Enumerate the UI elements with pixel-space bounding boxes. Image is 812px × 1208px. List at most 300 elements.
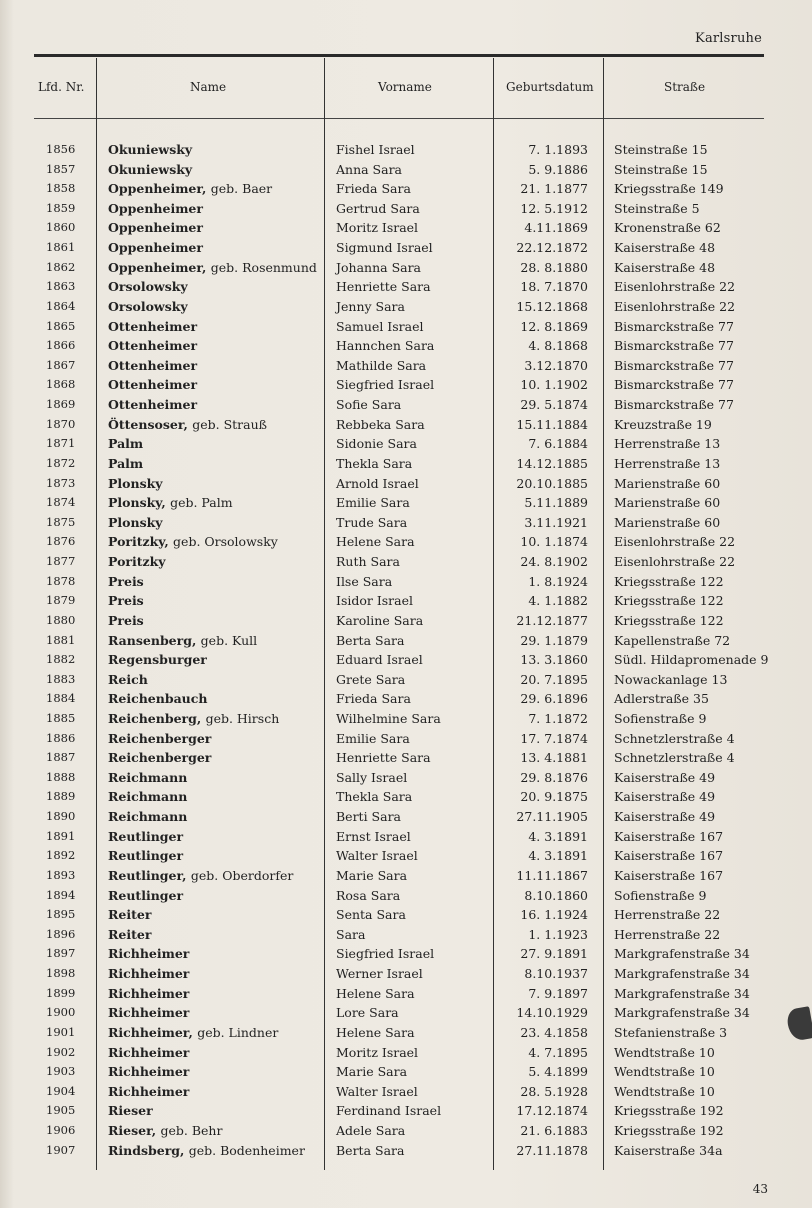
street-address: Kreuzstraße 19 <box>614 416 712 432</box>
birth-date: 21. 6.1883 <box>520 1123 588 1138</box>
entry-number: 1877 <box>46 554 76 569</box>
table-row <box>0 986 812 1006</box>
table-row <box>0 888 812 908</box>
surname: Okuniewsky <box>108 142 193 157</box>
surname: Preis <box>108 612 144 628</box>
street-address: Steinstraße 15 <box>614 142 708 157</box>
table-row <box>0 181 812 201</box>
given-names: Henriette Sara <box>336 279 431 295</box>
street-address: Markgrafenstraße 34 <box>614 966 750 982</box>
entry-name <box>108 1103 153 1118</box>
surname: Palm <box>108 455 144 471</box>
given-names: Gertrud Sara <box>336 200 420 216</box>
surname: Rindsberg, <box>108 1142 185 1158</box>
street-address: Markgrafenstraße 34 <box>614 985 750 1001</box>
given-names: Rebbeka Sara <box>336 416 425 432</box>
birth-date: 12. 5.1912 <box>520 200 588 216</box>
street-address: Adlerstraße 35 <box>614 691 709 707</box>
street-address: Wendtstraße 10 <box>614 1083 715 1099</box>
table-row <box>0 691 812 711</box>
entry-number: 1878 <box>46 573 76 588</box>
entry-number: 1891 <box>46 828 76 843</box>
given-names: Ferdinand Israel <box>336 1103 442 1119</box>
given-names: Isidor Israel <box>336 593 414 609</box>
maiden-name: geb. Rosenmund <box>210 259 317 275</box>
entry-number: 1861 <box>46 240 76 255</box>
birth-date: 5. 4.1899 <box>528 1064 588 1080</box>
table-row <box>0 319 812 339</box>
street-address: Wendtstraße 10 <box>614 1064 715 1080</box>
entry-name <box>108 1005 189 1020</box>
surname: Richheimer, <box>108 1024 193 1040</box>
given-names: Henriette Sara <box>336 750 431 766</box>
street-address: Eisenlohrstraße 22 <box>614 554 736 570</box>
header-vorname: Vorname <box>378 80 432 94</box>
surname: Preis <box>108 573 144 589</box>
entry-name <box>108 319 197 334</box>
entry-number: 1864 <box>46 298 76 313</box>
given-names: Fishel Israel <box>336 142 415 157</box>
entry-number: 1872 <box>46 455 76 470</box>
street-address: Kaiserstraße 49 <box>614 789 716 805</box>
surname: Rieser <box>108 1103 153 1119</box>
table-row <box>0 220 812 240</box>
surname: Öttensoser, <box>108 416 188 432</box>
table-row <box>0 927 812 947</box>
entry-name <box>108 809 187 824</box>
given-names: Frieda Sara <box>336 691 411 707</box>
birth-date: 29. 8.1876 <box>520 769 588 785</box>
entry-name <box>108 731 211 746</box>
birth-date: 27.11.1905 <box>516 809 588 825</box>
entry-number: 1859 <box>46 200 76 215</box>
given-names: Mathilde Sara <box>336 357 427 373</box>
maiden-name: geb. Lindner <box>197 1024 279 1040</box>
table-row <box>0 279 812 299</box>
surname: Richheimer <box>108 985 190 1001</box>
entry-number: 1901 <box>46 1024 76 1039</box>
entry-name <box>108 240 203 255</box>
surname: Reutlinger <box>108 887 184 903</box>
entry-number: 1888 <box>46 769 76 784</box>
birth-date: 3.11.1921 <box>524 514 588 530</box>
street-address: Kaiserstraße 34a <box>614 1142 723 1158</box>
surname: Reutlinger <box>108 828 184 844</box>
birth-date: 20.10.1885 <box>516 475 588 491</box>
birth-date: 21. 1.1877 <box>520 181 588 197</box>
entry-name <box>108 613 144 628</box>
table-row <box>0 1123 812 1143</box>
entry-number: 1863 <box>46 279 76 294</box>
entry-name <box>108 162 192 177</box>
table-row <box>0 1025 812 1045</box>
surname: Ottenheimer <box>108 377 198 393</box>
entry-name <box>108 1143 305 1158</box>
given-names: Emilie Sara <box>336 495 410 511</box>
surname: Palm <box>108 436 144 452</box>
entry-name <box>108 397 197 412</box>
surname: Reichenberger <box>108 750 212 766</box>
table-row <box>0 672 812 692</box>
street-address: Südl. Hildapromenade 9 <box>614 652 769 668</box>
surname: Reichmann <box>108 809 188 825</box>
entry-name <box>108 142 192 157</box>
surname: Regensburger <box>108 652 207 668</box>
street-address: Schnetzlerstraße 4 <box>614 730 735 746</box>
entry-name <box>108 417 267 432</box>
entry-name <box>108 476 163 491</box>
street-address: Nowackanlage 13 <box>614 671 728 687</box>
table-row <box>0 848 812 868</box>
entry-name <box>108 260 317 275</box>
given-names: Emilie Sara <box>336 730 410 746</box>
street-address: Kaiserstraße 167 <box>614 828 724 844</box>
given-names: Thekla Sara <box>336 455 413 471</box>
surname: Orsolowsky <box>108 298 188 314</box>
street-address: Stefanienstraße 3 <box>614 1024 728 1040</box>
entry-number: 1887 <box>46 750 76 765</box>
table-row <box>0 770 812 790</box>
given-names: Sally Israel <box>336 769 408 785</box>
given-names: Thekla Sara <box>336 789 413 805</box>
given-names: Johanna Sara <box>336 259 422 275</box>
surname: Reutlinger <box>108 848 184 864</box>
table-row <box>0 142 812 162</box>
entry-number: 1860 <box>46 220 76 235</box>
entry-number: 1866 <box>46 338 76 353</box>
birth-date: 29. 1.1879 <box>520 632 588 648</box>
entry-number: 1905 <box>46 1103 76 1118</box>
entry-number: 1902 <box>46 1044 76 1059</box>
entry-number: 1883 <box>46 671 76 686</box>
birth-date: 7. 9.1897 <box>528 985 588 1001</box>
surname: Reiter <box>108 907 152 923</box>
surname: Oppenheimer, <box>108 259 207 275</box>
entry-name <box>108 927 151 942</box>
given-names: Marie Sara <box>336 867 408 883</box>
birth-date: 10. 1.1874 <box>520 534 588 550</box>
surname: Ottenheimer <box>108 397 198 413</box>
given-names: Ilse Sara <box>336 573 393 589</box>
table-row <box>0 397 812 417</box>
entry-number: 1858 <box>46 181 76 196</box>
entry-name <box>108 377 197 392</box>
street-address: Herrenstraße 22 <box>614 926 721 942</box>
header-date: Geburtsdatum <box>506 80 594 94</box>
birth-date: 4. 8.1868 <box>528 338 588 354</box>
table-row <box>0 417 812 437</box>
entry-number: 1898 <box>46 966 76 981</box>
table-row <box>0 652 812 672</box>
table-row <box>0 515 812 535</box>
entry-name <box>108 358 197 373</box>
entry-number: 1897 <box>46 946 76 961</box>
surname: Reichenberg, <box>108 710 202 726</box>
birth-date: 17.12.1874 <box>516 1103 588 1119</box>
birth-date: 4. 3.1891 <box>528 848 588 864</box>
birth-date: 5. 9.1886 <box>528 161 588 177</box>
surname: Reich <box>108 671 148 687</box>
entry-number: 1873 <box>46 475 76 490</box>
entry-name <box>108 201 203 216</box>
surname: Oppenheimer <box>108 220 203 236</box>
street-address: Bismarckstraße 77 <box>614 338 734 354</box>
entry-name <box>108 299 188 314</box>
birth-date: 5.11.1889 <box>524 495 588 511</box>
entry-number: 1871 <box>46 436 76 451</box>
table-row <box>0 966 812 986</box>
entry-number: 1892 <box>46 848 76 863</box>
given-names: Helene Sara <box>336 534 415 550</box>
street-address: Kriegsstraße 192 <box>614 1103 724 1119</box>
entry-name <box>108 750 211 765</box>
surname: Ottenheimer <box>108 318 198 334</box>
table-row <box>0 240 812 260</box>
entry-number: 1884 <box>46 691 76 706</box>
given-names: Arnold Israel <box>336 475 419 491</box>
given-names: Marie Sara <box>336 1064 408 1080</box>
table-row <box>0 358 812 378</box>
given-names: Berti Sara <box>336 809 401 825</box>
birth-date: 3.12.1870 <box>524 357 588 373</box>
entry-number: 1876 <box>46 534 76 549</box>
street-address: Herrenstraße 13 <box>614 455 721 471</box>
entry-name <box>108 711 279 726</box>
given-names: Eduard Israel <box>336 652 423 668</box>
maiden-name: geb. Bodenheimer <box>188 1142 305 1158</box>
street-address: Markgrafenstraße 34 <box>614 1005 750 1021</box>
birth-date: 12. 8.1869 <box>520 318 588 334</box>
table-row <box>0 1143 812 1163</box>
birth-date: 16. 1.1924 <box>520 907 588 923</box>
street-address: Kronenstraße 62 <box>614 220 721 236</box>
table-header <box>0 58 812 118</box>
given-names: Sidonie Sara <box>336 436 417 452</box>
entry-number: 1856 <box>46 142 76 156</box>
street-address: Marienstraße 60 <box>614 514 721 530</box>
table-row <box>0 534 812 554</box>
table-row <box>0 574 812 594</box>
entry-number: 1893 <box>46 867 76 882</box>
birth-date: 10. 1.1902 <box>520 377 588 393</box>
table-row <box>0 946 812 966</box>
entry-name <box>108 1045 189 1060</box>
entry-number: 1874 <box>46 495 76 510</box>
entry-number: 1889 <box>46 789 76 804</box>
given-names: Sofie Sara <box>336 397 402 413</box>
given-names: Ruth Sara <box>336 554 400 570</box>
birth-date: 20. 9.1875 <box>520 789 588 805</box>
surname: Reichenberger <box>108 730 212 746</box>
street-address: Steinstraße 5 <box>614 200 700 216</box>
entry-number: 1880 <box>46 612 76 627</box>
page-number: 43 <box>752 1182 768 1196</box>
birth-date: 11.11.1867 <box>516 867 588 883</box>
given-names: Trude Sara <box>336 514 408 530</box>
birth-date: 8.10.1860 <box>524 887 588 903</box>
entry-number: 1886 <box>46 730 76 745</box>
birth-date: 4.11.1869 <box>524 220 588 236</box>
street-address: Kaiserstraße 49 <box>614 809 716 825</box>
birth-date: 1. 1.1923 <box>528 926 588 942</box>
street-address: Eisenlohrstraße 22 <box>614 298 736 314</box>
birth-date: 27.11.1878 <box>516 1142 588 1158</box>
given-names: Werner Israel <box>336 966 423 982</box>
entry-name <box>108 534 278 549</box>
birth-date: 28. 8.1880 <box>520 259 588 275</box>
surname: Preis <box>108 593 144 609</box>
surname: Plonsky, <box>108 495 166 511</box>
table-row <box>0 750 812 770</box>
given-names: Wilhelmine Sara <box>336 710 441 726</box>
entry-number: 1896 <box>46 926 76 941</box>
street-address: Bismarckstraße 77 <box>614 377 734 393</box>
street-address: Wendtstraße 10 <box>614 1044 715 1060</box>
entry-number: 1895 <box>46 907 76 922</box>
entry-number: 1904 <box>46 1083 76 1098</box>
given-names: Helene Sara <box>336 985 415 1001</box>
table-row <box>0 495 812 515</box>
street-address: Bismarckstraße 77 <box>614 397 734 413</box>
entry-name <box>108 907 151 922</box>
street-address: Eisenlohrstraße 22 <box>614 534 736 550</box>
given-names: Hannchen Sara <box>336 338 435 354</box>
entry-number: 1870 <box>46 416 76 431</box>
maiden-name: geb. Behr <box>160 1123 223 1138</box>
table-row <box>0 456 812 476</box>
maiden-name: geb. Orsolowsky <box>173 534 278 550</box>
given-names: Moritz Israel <box>336 1044 419 1060</box>
given-names: Siegfried Israel <box>336 377 435 393</box>
entry-name <box>108 515 163 530</box>
birth-date: 22.12.1872 <box>516 240 588 256</box>
table-row <box>0 789 812 809</box>
street-address: Kaiserstraße 48 <box>614 259 716 275</box>
street-address: Eisenlohrstraße 22 <box>614 279 736 295</box>
entry-name <box>108 220 203 235</box>
birth-date: 7. 6.1884 <box>528 436 588 452</box>
surname: Richheimer <box>108 966 190 982</box>
entry-name <box>108 436 143 451</box>
entry-name <box>108 946 189 961</box>
entry-number: 1865 <box>46 318 76 333</box>
street-address: Kriegsstraße 192 <box>614 1123 724 1138</box>
table-row <box>0 436 812 456</box>
street-address: Steinstraße 15 <box>614 161 708 177</box>
street-address: Schnetzlerstraße 4 <box>614 750 735 766</box>
entry-name <box>108 1084 189 1099</box>
given-names: Samuel Israel <box>336 318 424 334</box>
table-row <box>0 1005 812 1025</box>
table-row <box>0 829 812 849</box>
given-names: Adele Sara <box>336 1123 406 1138</box>
birth-date: 23. 4.1858 <box>520 1024 588 1040</box>
surname: Plonsky <box>108 514 163 530</box>
entry-number: 1894 <box>46 887 76 902</box>
given-names: Berta Sara <box>336 1142 405 1158</box>
entry-name <box>108 495 233 510</box>
birth-date: 4. 1.1882 <box>528 593 588 609</box>
top-rule <box>34 54 764 57</box>
entry-name <box>108 789 187 804</box>
table-row <box>0 613 812 633</box>
surname: Poritzky <box>108 554 166 570</box>
entry-number: 1879 <box>46 593 76 608</box>
entry-name <box>108 338 197 353</box>
birth-date: 17. 7.1874 <box>520 730 588 746</box>
entry-number: 1906 <box>46 1123 76 1137</box>
street-address: Markgrafenstraße 34 <box>614 946 750 962</box>
table-row <box>0 1045 812 1065</box>
given-names: Rosa Sara <box>336 887 401 903</box>
maiden-name: geb. Kull <box>200 632 258 648</box>
surname: Richheimer <box>108 946 190 962</box>
given-names: Senta Sara <box>336 907 406 923</box>
street-address: Marienstraße 60 <box>614 475 721 491</box>
birth-date: 4. 7.1895 <box>528 1044 588 1060</box>
birth-date: 29. 5.1874 <box>520 397 588 413</box>
surname: Reutlinger, <box>108 867 187 883</box>
birth-date: 20. 7.1895 <box>520 671 588 687</box>
street-address: Marienstraße 60 <box>614 495 721 511</box>
table-row <box>0 731 812 751</box>
birth-date: 13. 3.1860 <box>520 652 588 668</box>
surname: Plonsky <box>108 475 163 491</box>
entry-name <box>108 966 189 981</box>
table-row <box>0 554 812 574</box>
street-address: Sofienstraße 9 <box>614 887 707 903</box>
given-names: Karoline Sara <box>336 612 424 628</box>
birth-date: 18. 7.1870 <box>520 279 588 295</box>
table-row <box>0 711 812 731</box>
surname: Reichmann <box>108 769 188 785</box>
street-address: Kaiserstraße 167 <box>614 848 724 864</box>
street-address: Kaiserstraße 167 <box>614 867 724 883</box>
entry-number: 1885 <box>46 710 76 725</box>
surname: Ransenberg, <box>108 632 197 648</box>
table-row <box>0 1064 812 1084</box>
given-names: Lore Sara <box>336 1005 399 1021</box>
entry-name <box>108 868 293 883</box>
table-row <box>0 377 812 397</box>
table-row <box>0 201 812 221</box>
entry-name <box>108 888 183 903</box>
entry-number: 1882 <box>46 652 76 667</box>
table-row <box>0 809 812 829</box>
surname: Oppenheimer <box>108 200 203 216</box>
surname: Ottenheimer <box>108 357 198 373</box>
table-row <box>0 1103 812 1123</box>
surname: Oppenheimer <box>108 240 203 256</box>
maiden-name: geb. Palm <box>170 495 233 511</box>
birth-date: 13. 4.1881 <box>520 750 588 766</box>
table-row <box>0 868 812 888</box>
table-row <box>0 633 812 653</box>
entry-number: 1903 <box>46 1064 76 1079</box>
given-names: Walter Israel <box>336 1083 418 1099</box>
maiden-name: geb. Hirsch <box>205 710 280 726</box>
given-names: Anna Sara <box>336 161 402 177</box>
entry-name <box>108 574 144 589</box>
maiden-name: geb. Strauß <box>192 416 267 432</box>
entry-number: 1867 <box>46 357 76 372</box>
entry-number: 1900 <box>46 1005 76 1020</box>
entry-name <box>108 986 189 1001</box>
entry-name <box>108 181 272 196</box>
birth-date: 1. 8.1924 <box>528 573 588 589</box>
entry-number: 1907 <box>46 1142 76 1157</box>
entry-name <box>108 770 187 785</box>
